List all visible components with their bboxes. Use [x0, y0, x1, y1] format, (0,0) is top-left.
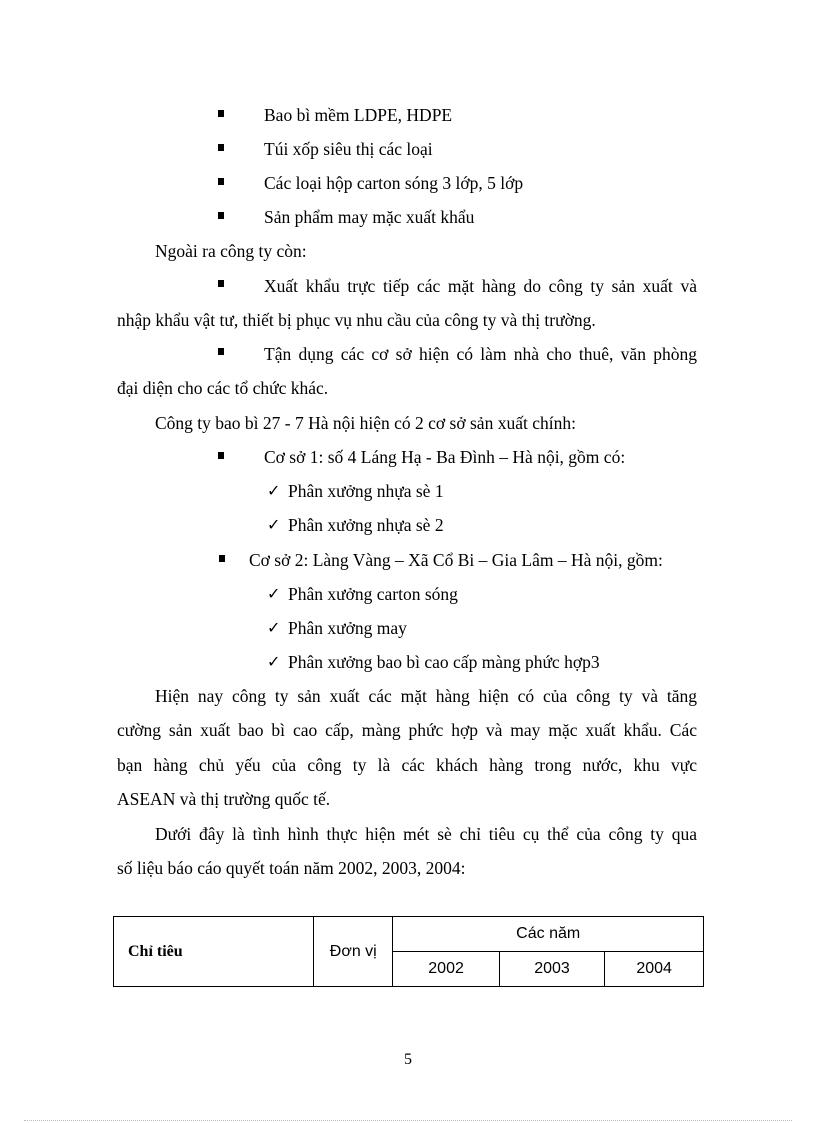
header-indicator: Chỉ tiêu — [114, 917, 314, 987]
site2-title: Cơ sở 2: Làng Vàng – Xã Cổ Bi – Gia Lâm – Hà nội, gồm: — [249, 550, 663, 570]
current-paragraph-line2: cường sản xuất bao bì cao cấp, màng phức hợp và may mặc xuất khẩu. Các — [117, 720, 697, 740]
header-years: Các năm — [393, 917, 704, 952]
intro-other: Ngoài ra công ty còn: — [155, 241, 307, 261]
checkmark-icon: ✓ — [267, 515, 281, 534]
facilities-intro: Công ty bao bì 27 - 7 Hà nội hiện có 2 cơ sở sản xuất chính: — [155, 413, 576, 433]
header-year: 2002 — [393, 952, 499, 987]
list-item: Túi xốp siêu thị các loại — [264, 139, 433, 159]
page-number: 5 — [404, 1051, 412, 1068]
header-year: 2004 — [605, 952, 704, 987]
below-paragraph-line2: số liệu báo cáo quyết toán năm 2002, 2003, 2004: — [117, 858, 466, 878]
bullet-square-icon — [218, 280, 224, 287]
bullet-square-icon — [218, 452, 224, 459]
checkmark-icon: ✓ — [267, 652, 281, 671]
list-item: Các loại hộp carton sóng 3 lớp, 5 lớp — [264, 173, 524, 193]
checkmark-icon: ✓ — [267, 481, 281, 500]
site2-item: Phân xưởng bao bì cao cấp màng phức hợp3 — [288, 652, 600, 672]
checkmark-icon: ✓ — [267, 584, 281, 603]
bullet-square-icon — [218, 348, 224, 355]
current-paragraph-line1: Hiện nay công ty sản xuất các mặt hàng hiện có của công ty và tăng — [155, 686, 697, 706]
bullet-square-icon — [219, 555, 225, 562]
bullet-square-icon — [218, 144, 224, 151]
export-paragraph-line1: Xuất khẩu trực tiếp các mặt hàng do công ty sản xuất và — [264, 276, 697, 296]
checkmark-icon: ✓ — [267, 618, 281, 637]
current-paragraph-line4: ASEAN và thị trường quốc tế. — [117, 789, 331, 809]
rent-paragraph-line2: đại diện cho các tổ chức khác. — [117, 378, 329, 398]
list-item: Bao bì mềm LDPE, HDPE — [264, 105, 453, 125]
site1-item: Phân xưởng nhựa sè 1 — [288, 481, 444, 501]
bullet-square-icon — [218, 212, 224, 219]
export-paragraph-line2: nhập khẩu vật tư, thiết bị phục vụ nhu cầu của công ty và thị trường. — [117, 310, 596, 330]
bullet-square-icon — [218, 110, 224, 117]
header-unit: Đơn vị — [314, 917, 393, 987]
current-paragraph-line3: bạn hàng chủ yếu của công ty là các khách hàng trong nước, khu vực — [117, 755, 697, 775]
indicator-table — [113, 916, 704, 987]
rent-paragraph-line1: Tận dụng các cơ sở hiện có làm nhà cho thuê, văn phòng — [264, 344, 697, 364]
site1-title: Cơ sở 1: số 4 Láng Hạ - Ba Đình – Hà nội, gồm có: — [264, 447, 626, 467]
page-border-divider — [24, 1120, 792, 1121]
list-item: Sản phẩm may mặc xuất khẩu — [264, 207, 475, 227]
site2-item: Phân xưởng may — [288, 618, 407, 638]
bullet-square-icon — [218, 178, 224, 185]
below-paragraph-line1: Dưới đây là tình hình thực hiện mét sè chỉ tiêu cụ thể của công ty qua — [155, 824, 697, 844]
site1-item: Phân xưởng nhựa sè 2 — [288, 515, 444, 535]
header-year: 2003 — [499, 952, 604, 987]
site2-item: Phân xưởng carton sóng — [288, 584, 458, 604]
